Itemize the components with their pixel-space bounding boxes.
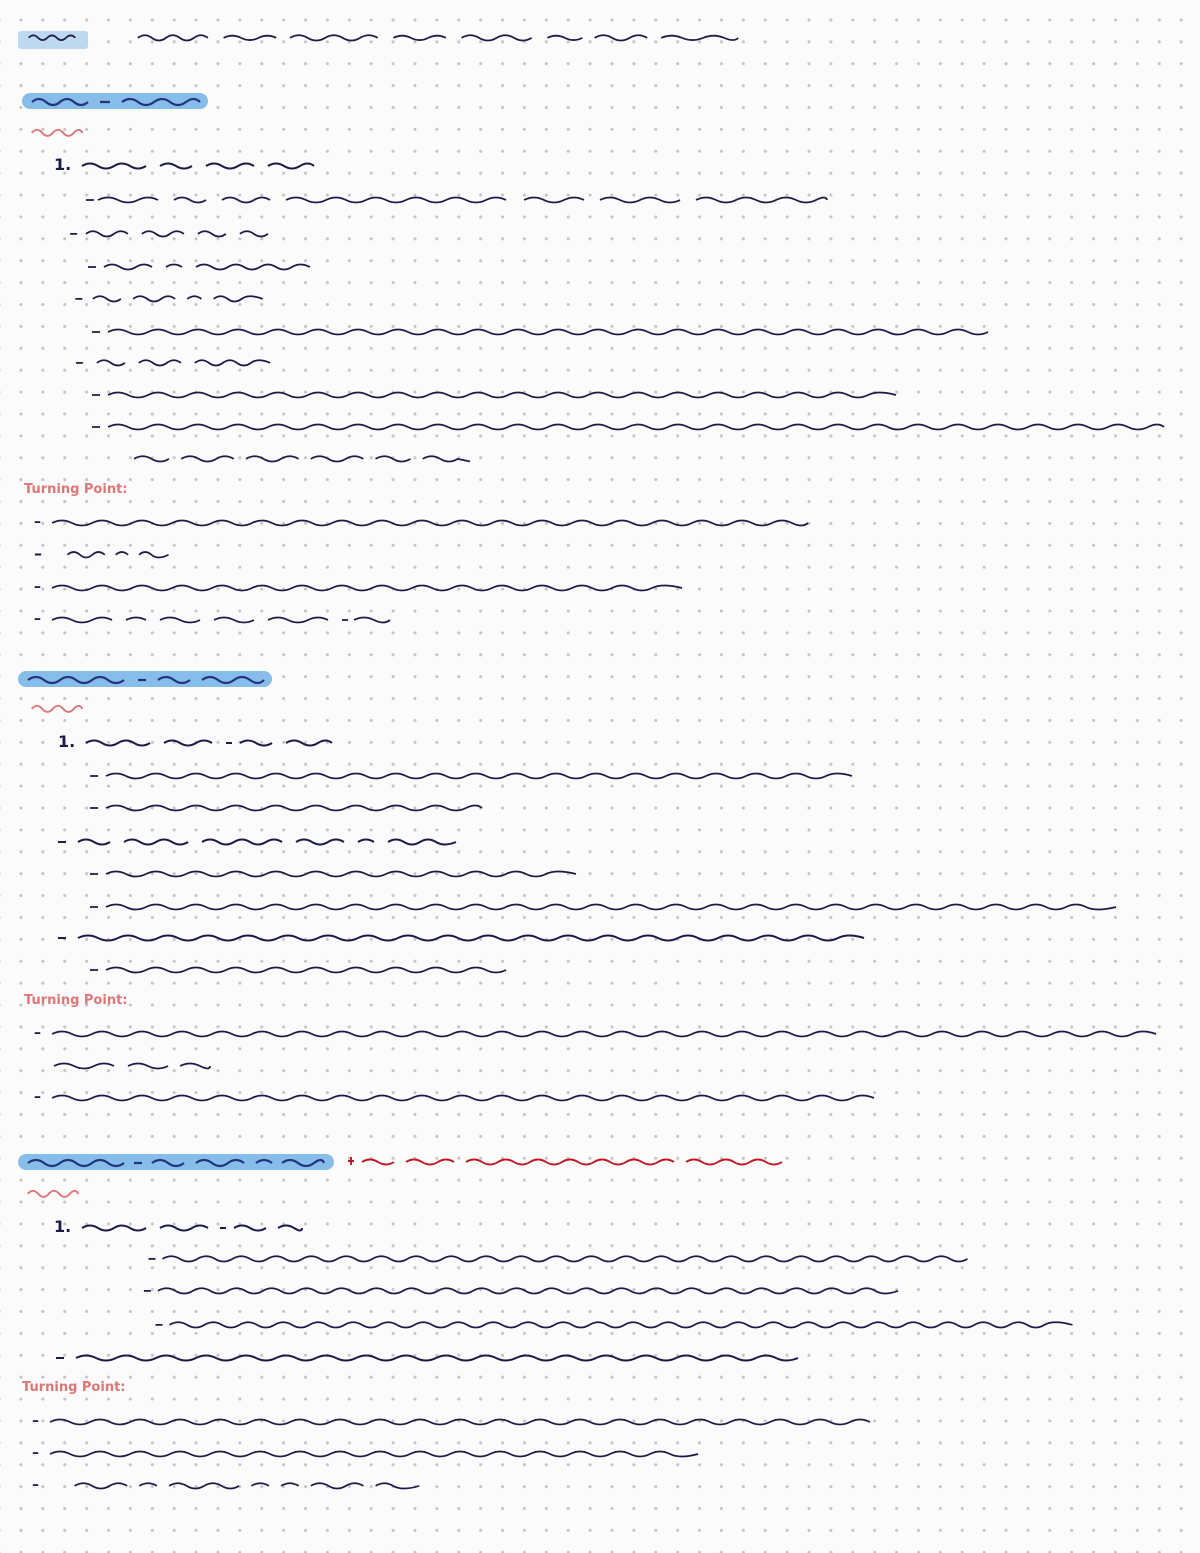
bullet-dash: – <box>32 1477 39 1493</box>
sub-2-1-1 <box>88 768 854 782</box>
sub-1-2-1 <box>86 259 312 273</box>
item-scribble <box>56 834 458 848</box>
item-scribble <box>60 355 286 369</box>
callout-note <box>346 1154 784 1168</box>
tp-1-2 <box>34 546 185 562</box>
sub-3-1-3 <box>88 1317 1140 1331</box>
sub-1-4-2-cont <box>108 451 496 465</box>
tp-scribble <box>48 1478 446 1492</box>
callout-scribble <box>346 1154 784 1168</box>
section-1-heading <box>22 93 208 109</box>
item-3-1 <box>54 1219 304 1235</box>
tp-scribble <box>50 612 392 626</box>
item-scribble <box>80 1220 304 1234</box>
tp-1-1 <box>34 515 810 529</box>
turning-point-label-1 <box>24 483 128 496</box>
sub-scribble <box>88 1283 954 1297</box>
beliefs-label-1 <box>26 125 90 139</box>
sub-1-4-1 <box>90 387 898 401</box>
tp-scribble <box>50 515 810 529</box>
sub-3-1-2 <box>88 1283 954 1297</box>
item-scribble <box>60 291 278 305</box>
sub-scribble <box>90 419 1166 433</box>
sub-2-2-1 <box>88 866 578 880</box>
sub-1-3-1 <box>90 324 990 338</box>
tp-2-1-cont <box>52 1058 212 1072</box>
sub-scribble <box>84 192 829 206</box>
item-scribble <box>54 1350 800 1364</box>
sub-1-1-1 <box>84 192 829 206</box>
item-1-2 <box>54 226 284 240</box>
section-1-heading-scribble <box>30 94 202 108</box>
beliefs-label-scribble <box>26 125 90 139</box>
sub-scribble <box>88 768 854 782</box>
tp-1-3 <box>34 580 684 594</box>
section-2-heading <box>18 671 272 687</box>
section-2-heading-scribble <box>26 672 266 686</box>
sub-2-1-2 <box>88 800 484 814</box>
turning-point-text: Turning Point: <box>24 482 128 497</box>
item-2-1 <box>58 734 334 750</box>
tp-2-2 <box>34 1090 876 1104</box>
tp-scribble <box>50 1026 1158 1040</box>
turning-point-text: Turning Point: <box>22 1380 126 1395</box>
tp-3-3 <box>32 1478 446 1492</box>
sub-1-4-2 <box>90 419 1166 433</box>
sub-scribble <box>88 962 508 976</box>
bullet-dash: – <box>34 611 41 627</box>
item-scribble <box>80 158 316 172</box>
item-scribble <box>56 930 866 944</box>
bullet-dash: – <box>34 514 41 530</box>
item-1-1 <box>54 157 316 173</box>
intro-text-scribble <box>93 30 783 44</box>
item-1-4 <box>60 355 286 369</box>
tp-scribble <box>48 1414 872 1428</box>
sub-scribble <box>88 866 578 880</box>
item-number: 1. <box>54 155 72 174</box>
turning-point-text: Turning Point: <box>24 993 128 1008</box>
tp-scribble <box>50 1090 876 1104</box>
intro-term-scribble <box>20 30 84 44</box>
tp-scribble <box>52 1058 212 1072</box>
sub-3-1-1 <box>88 1251 1028 1265</box>
item-number: 1. <box>54 1217 72 1236</box>
item-2-3 <box>56 930 866 944</box>
item-1-3 <box>60 291 278 305</box>
section-3-heading <box>18 1154 334 1170</box>
tp-1-4 <box>34 612 392 626</box>
beliefs-label-3 <box>22 1186 86 1200</box>
turning-point-label-3 <box>22 1381 126 1394</box>
sub-scribble <box>88 1251 1028 1265</box>
bullet-dash: – <box>34 579 41 595</box>
tp-2-1 <box>34 1026 1158 1040</box>
sub-2-2-2 <box>88 899 1118 913</box>
beliefs-label-scribble <box>26 701 90 715</box>
bullet-dash: – <box>34 1089 41 1105</box>
sub-scribble <box>86 259 312 273</box>
tp-3-2 <box>32 1446 700 1460</box>
tp-scribble <box>51 547 185 561</box>
sub-scribble <box>88 899 1118 913</box>
bullet-dash: – <box>32 1413 39 1429</box>
sub-scribble <box>108 451 496 465</box>
tp-3-1 <box>32 1414 872 1428</box>
item-number: 1. <box>58 732 76 751</box>
item-scribble <box>54 226 284 240</box>
bullet-dash: – <box>34 544 42 563</box>
beliefs-label-scribble <box>22 1186 86 1200</box>
sub-scribble <box>88 1317 1140 1331</box>
sub-scribble <box>88 800 484 814</box>
item-2-2 <box>56 834 458 848</box>
sub-scribble <box>90 324 990 338</box>
tp-scribble <box>50 580 684 594</box>
bullet-dash: – <box>32 1445 39 1461</box>
sub-scribble <box>90 387 898 401</box>
tp-scribble <box>48 1446 700 1460</box>
section-3-heading-scribble <box>26 1155 326 1169</box>
item-scribble <box>84 735 334 749</box>
item-3-2 <box>54 1350 800 1364</box>
bullet-dash: – <box>34 1025 41 1041</box>
sub-2-3-1 <box>88 962 508 976</box>
beliefs-label-2 <box>26 701 90 715</box>
turning-point-label-2 <box>24 994 128 1007</box>
